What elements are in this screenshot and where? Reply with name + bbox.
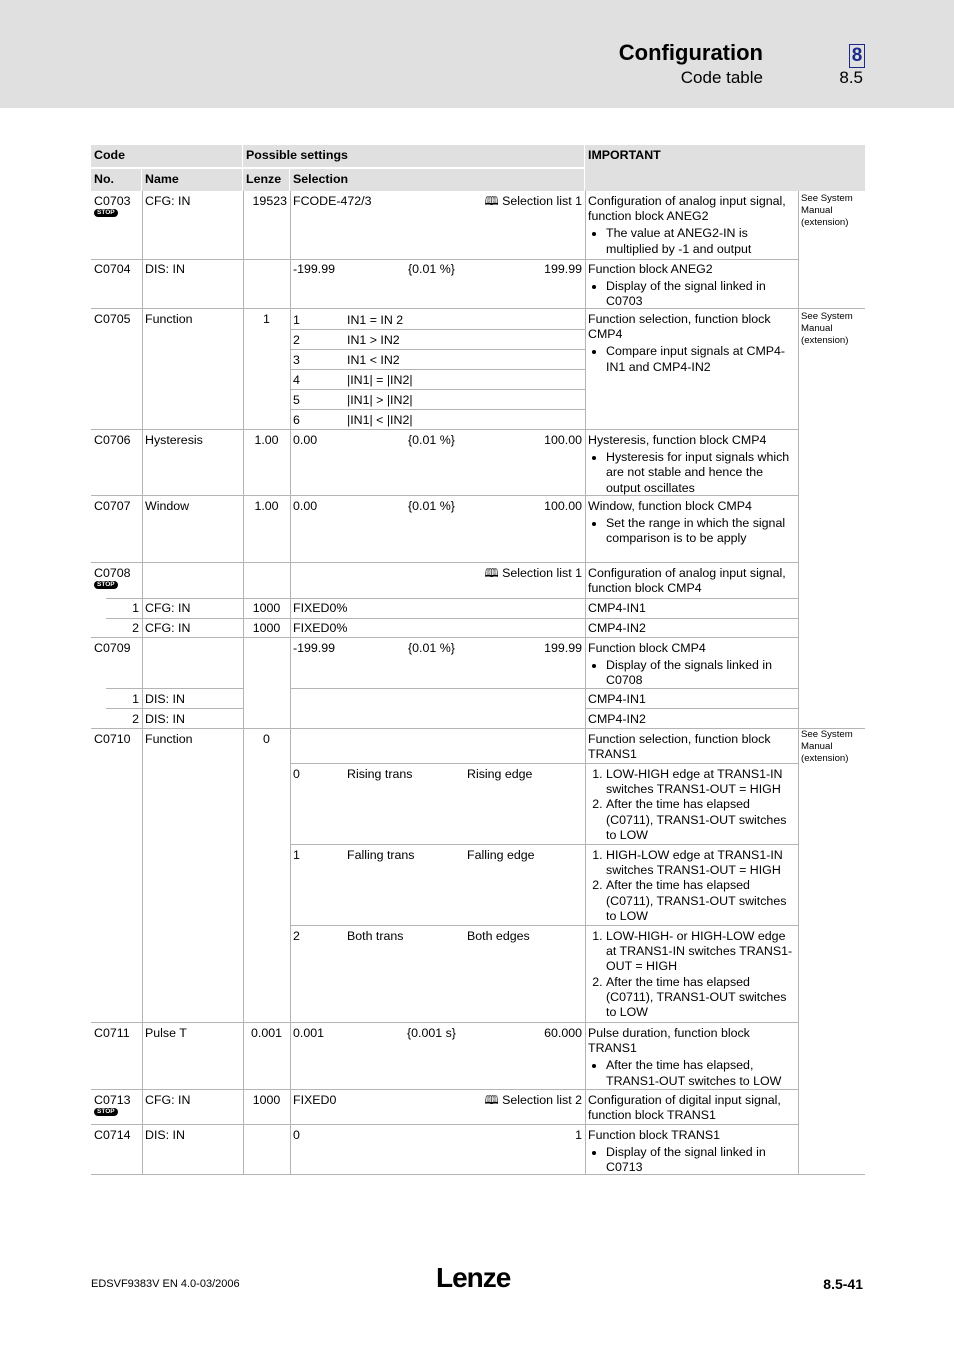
name-cell: Window <box>145 499 190 513</box>
name-cell: CFG: IN <box>145 1093 191 1107</box>
option-text: |IN1| = |IN2| <box>347 373 413 387</box>
code-c0711: C0711 <box>94 1026 130 1040</box>
lenze-logo: Lenze <box>436 1262 511 1293</box>
selection-list-link[interactable] <box>451 563 585 584</box>
option-text: IN1 < IN2 <box>347 353 400 367</box>
max-value: 1 <box>575 1128 582 1142</box>
option-number: 1 <box>293 313 300 327</box>
list-item: • Set the range in which the signal comparison is to be apply <box>606 516 795 546</box>
list-item: 2. After the time has elapsed (C0711), TRANS1-OUT switches to LOW <box>606 878 795 924</box>
page-number: 8.5-41 <box>823 1276 863 1292</box>
steps-list <box>588 929 795 1020</box>
selection-cell: FIXED0% <box>293 601 348 615</box>
list-item: 1. LOW-HIGH- or HIGH-LOW edge at TRANS1-IN switches TRANS1-OUT = HIGH <box>606 929 795 975</box>
header-lenze: Lenze <box>243 169 289 191</box>
option-desc: Rising edge <box>467 767 533 781</box>
header-band <box>0 0 954 108</box>
sub-no: 2 <box>132 621 139 635</box>
min-value: 0.001 <box>293 1026 325 1040</box>
option-text: Both trans <box>347 929 404 943</box>
important-cell: Configuration of analog input signal, function block CMP4 <box>588 566 786 596</box>
name-cell: DIS: IN <box>145 692 185 706</box>
important-cell: CMP4-IN1 <box>588 601 646 615</box>
chapter-title: Configuration <box>618 40 763 65</box>
lenze-cell: 1.00 <box>254 433 279 447</box>
list-item: 2. After the time has elapsed (C0711), TRANS1-OUT switches to LOW <box>606 797 795 843</box>
list-item: • After the time has elapsed, TRANS1-OUT switches to LOW <box>606 1058 795 1088</box>
code-c0706: C0706 <box>94 433 131 447</box>
option-number: 5 <box>293 393 300 407</box>
important-text: Function block ANEG2 <box>588 262 713 276</box>
code-number: C0703 <box>94 194 131 208</box>
name-cell: CFG: IN <box>145 194 191 208</box>
name-cell: Pulse T <box>145 1026 187 1040</box>
selection-cell: FCODE-472/3 <box>293 194 372 208</box>
important-cell <box>585 191 798 259</box>
option-number: 2 <box>293 333 300 347</box>
lenze-cell: 0.001 <box>250 1026 282 1040</box>
document-id: EDSVF9383V EN 4.0-03/2006 <box>91 1278 240 1290</box>
list-item: 1. HIGH-LOW edge at TRANS1-IN switches TRANS1-OUT = HIGH <box>606 848 795 878</box>
important-cell <box>585 430 798 495</box>
important-text: Hysteresis, function block CMP4 <box>588 433 767 447</box>
important-cell <box>585 764 798 844</box>
lenze-cell: 1 <box>263 312 270 326</box>
see-manual-note: See System Manual (extension) <box>801 729 853 764</box>
option-text: |IN1| > |IN2| <box>347 393 413 407</box>
option-text: IN1 = IN 2 <box>347 313 404 327</box>
row-line <box>91 1174 865 1175</box>
name-cell: DIS: IN <box>145 712 185 726</box>
selection-list-label: Selection list 1 <box>502 194 582 208</box>
book-icon: 🕮 <box>484 194 499 208</box>
important-list <box>588 226 795 256</box>
header-code: Code <box>91 145 242 167</box>
min-value: -199.99 <box>293 641 336 655</box>
code-c0705: C0705 <box>94 312 131 326</box>
min-value: 0.00 <box>293 433 318 447</box>
name-cell: Hysteresis <box>145 433 203 447</box>
option-text: Falling trans <box>347 848 415 862</box>
code-c0713 <box>91 1090 142 1124</box>
option-number: 0 <box>293 767 300 781</box>
name-cell: DIS: IN <box>145 1128 185 1142</box>
code-number: C0708 <box>94 566 131 580</box>
step-value: {0.01 %} <box>408 433 455 447</box>
option-number: 4 <box>293 373 300 387</box>
max-value: 199.99 <box>544 641 582 655</box>
important-list <box>588 516 795 546</box>
name-cell: Function <box>145 732 193 746</box>
important-list <box>588 344 795 374</box>
name-cell: Function <box>145 312 193 326</box>
lenze-cell: 0 <box>263 732 270 746</box>
important-text: Function block CMP4 <box>588 641 706 655</box>
steps-list <box>588 767 795 843</box>
see-manual-note: See System Manual (extension) <box>801 193 853 228</box>
important-text: Function selection, function block CMP4 <box>588 312 771 342</box>
selection-cell: FIXED0% <box>293 621 348 635</box>
option-number: 6 <box>293 413 300 427</box>
header-important: IMPORTANT <box>585 145 865 191</box>
chapter-number[interactable]: 8 <box>849 44 865 68</box>
important-cell: CMP4-IN2 <box>588 712 646 726</box>
code-c0704: C0704 <box>94 262 131 276</box>
list-item: • Compare input signals at CMP4-IN1 and CMP4-IN2 <box>606 344 795 374</box>
important-list <box>588 658 795 688</box>
important-cell: CMP4-IN2 <box>588 621 646 635</box>
list-item: • Display of the signal linked in C0703 <box>606 279 795 308</box>
min-value: 0.00 <box>293 499 318 513</box>
list-item: • The value at ANEG2-IN is multiplied by -1 and output <box>606 226 795 256</box>
section-title: Code table <box>680 68 763 87</box>
code-c0710: C0710 <box>94 732 131 746</box>
option-number: 3 <box>293 353 300 367</box>
important-cell <box>585 1125 798 1174</box>
code-c0709: C0709 <box>94 641 131 655</box>
selection-list-link[interactable] <box>451 1090 585 1111</box>
step-value: {0.01 %} <box>408 499 455 513</box>
section-number: 8.5 <box>839 68 863 87</box>
important-list <box>588 450 795 495</box>
important-cell <box>585 845 798 925</box>
code-c0703 <box>91 191 142 251</box>
sub-no: 1 <box>132 692 139 706</box>
see-manual-note: See System Manual (extension) <box>801 311 853 346</box>
important-cell <box>585 496 798 562</box>
sub-no: 1 <box>132 601 139 615</box>
list-item: • Display of the signal linked in C0713 <box>606 1145 795 1174</box>
max-value: 60.000 <box>544 1026 582 1040</box>
list-item: • Display of the signals linked in C0708 <box>606 658 795 688</box>
important-text: Window, function block CMP4 <box>588 499 752 513</box>
name-cell: CFG: IN <box>145 601 191 615</box>
stop-icon: STOP <box>94 1108 118 1116</box>
option-text: IN1 > IN2 <box>347 333 400 347</box>
header-selection: Selection <box>290 169 584 191</box>
code-c0714: C0714 <box>94 1128 131 1142</box>
option-number: 2 <box>293 929 300 943</box>
steps-list <box>588 848 795 924</box>
min-value: -199.99 <box>293 262 336 276</box>
lenze-cell: 1000 <box>252 601 281 615</box>
stop-icon: STOP <box>94 581 118 589</box>
option-text: Rising trans <box>347 767 413 781</box>
important-cell: CMP4-IN1 <box>588 692 646 706</box>
book-icon: 🕮 <box>484 566 499 580</box>
selection-list-label: Selection list 1 <box>502 566 582 580</box>
selection-cell: FIXED0 <box>293 1093 337 1107</box>
important-cell: Function selection, function block TRANS1 <box>588 732 771 762</box>
important-text: Pulse duration, function block TRANS1 <box>588 1026 750 1056</box>
code-table <box>91 145 865 1175</box>
step-value: {0.01 %} <box>408 641 455 655</box>
selection-list-label: Selection list 2 <box>502 1093 582 1107</box>
important-list <box>588 1058 795 1088</box>
list-item: • Hysteresis for input signals which are not stable and hence the output oscillates <box>606 450 795 495</box>
important-list <box>588 1145 795 1174</box>
lenze-cell: 19523 <box>252 194 287 208</box>
sub-no: 2 <box>132 712 139 726</box>
max-value: 100.00 <box>544 499 582 513</box>
important-cell <box>585 1023 798 1089</box>
option-text: |IN1| < |IN2| <box>347 413 413 427</box>
important-text: Configuration of analog input signal, function block ANEG2 <box>588 194 786 224</box>
max-value: 199.99 <box>544 262 582 276</box>
book-icon: 🕮 <box>484 1093 499 1107</box>
important-cell: Configuration of digital input signal, function block TRANS1 <box>588 1093 781 1123</box>
option-desc: Both edges <box>467 929 530 943</box>
important-list <box>588 279 795 308</box>
important-cell <box>585 309 798 429</box>
option-desc: Falling edge <box>467 848 535 862</box>
step-value: {0.001 s} <box>407 1026 456 1040</box>
code-c0707: C0707 <box>94 499 131 513</box>
lenze-cell: 1.00 <box>254 499 279 513</box>
option-number: 1 <box>293 848 300 862</box>
selection-list-link[interactable] <box>451 191 585 212</box>
important-cell <box>585 926 798 1022</box>
lenze-cell: 1000 <box>252 621 281 635</box>
min-value: 0 <box>293 1128 300 1142</box>
stop-icon: STOP <box>94 209 118 217</box>
important-cell <box>585 638 798 688</box>
header-no: No. <box>91 169 141 191</box>
header-name: Name <box>142 169 242 191</box>
header-possible-settings: Possible settings <box>243 145 584 167</box>
step-value: {0.01 %} <box>408 262 455 276</box>
name-cell: CFG: IN <box>145 621 191 635</box>
name-cell: DIS: IN <box>145 262 185 276</box>
code-number: C0713 <box>94 1093 131 1107</box>
important-text: Function block TRANS1 <box>588 1128 720 1142</box>
list-item: 1. LOW-HIGH edge at TRANS1-IN switches TRANS1-OUT = HIGH <box>606 767 795 797</box>
important-cell <box>585 259 798 308</box>
lenze-cell: 1000 <box>252 1093 281 1107</box>
list-item: 2. After the time has elapsed (C0711), TRANS1-OUT switches to LOW <box>606 975 795 1021</box>
max-value: 100.00 <box>544 433 582 447</box>
code-c0708 <box>91 563 142 599</box>
